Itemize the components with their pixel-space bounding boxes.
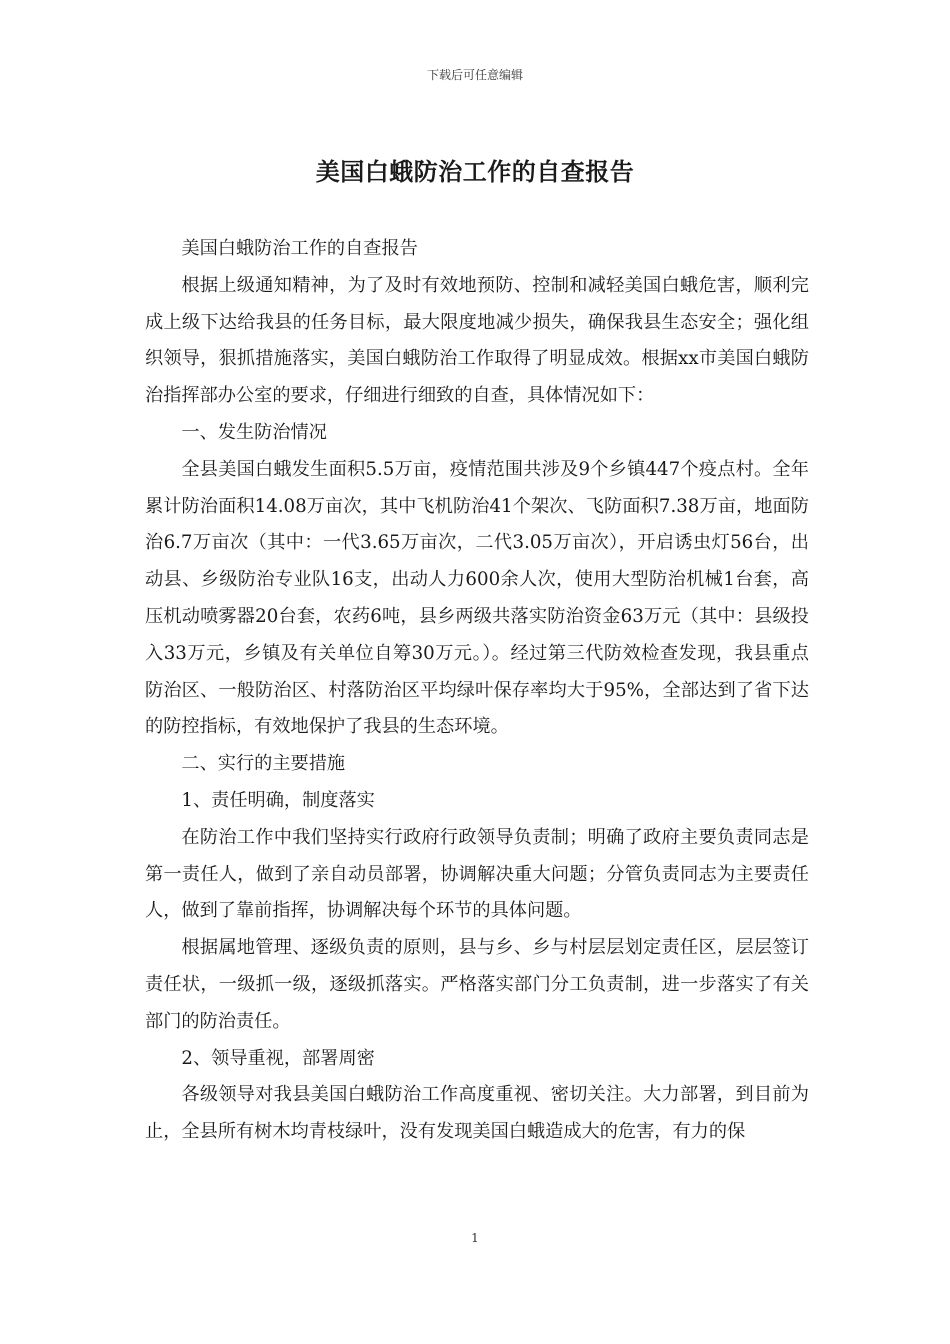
- subsection-heading: 2、领导重视，部署周密: [181, 1047, 375, 1069]
- document-title: 美国白蛾防治工作的自查报告: [315, 157, 635, 186]
- document-body: [145, 231, 809, 1151]
- section-heading: 一、发生防治情况: [181, 421, 327, 443]
- header-note: 下载后可任意编辑: [426, 68, 523, 82]
- page-number: 1: [471, 1231, 479, 1245]
- paragraph: 全县美国白蛾发生面积5.5万亩，疫情范围共涉及9个乡镇447个疫点村。全年累计防治面积14.08万亩次，其中飞机防治41个架次、飞防面积7.38万亩，地面防治6.7万亩次（其中：一代3.65万亩次，二代3.05万亩次），开启诱虫灯56台，出动县、乡级防治专业队16支，出动人力600余人次，使用大型防治机械1台套，高压机动喷雾器20台套，农药6吨，县乡两级共落实防治资金63万元（其中：县级投入33万元，乡镇及有关单位自筹30万元。）。经过第三代防效检查发现，我县重点防治区、一般防治区、村落防治区平均绿叶保存率均大于95%，全部达到了省下达的防控指标，有效地保护了我县的生态环境。: [145, 458, 809, 738]
- paragraph-intro: 根据上级通知精神，为了及时有效地预防、控制和减轻美国白蛾危害，顺利完成上级下达给我县的任务目标，最大限度地减少损失，确保我县生态安全；强化组织领导，狠抓措施落实，美国白蛾防治工作取得了明显成效。根据xx市美国白蛾防治指挥部办公室的要求，仔细进行细致的自查，具体情况如下：: [145, 274, 809, 407]
- section-heading: 二、实行的主要措施: [181, 753, 346, 775]
- subsection-heading: 1、责任明确，制度落实: [181, 789, 375, 811]
- paragraph: 根据属地管理、逐级负责的原则，县与乡、乡与村层层划定责任区，层层签订责任状，一级抓一级，逐级抓落实。严格落实部门分工负责制，进一步落实了有关部门的防治责任。: [145, 937, 809, 1032]
- paragraph: 在防治工作中我们坚持实行政府行政领导负责制；明确了政府主要负责同志是第一责任人，做到了亲自动员部署，协调解决重大问题；分管负责同志为主要责任人，做到了靠前指挥，协调解决每个环节的具体问题。: [145, 826, 809, 922]
- paragraph-subtitle: 美国白蛾防治工作的自查报告: [181, 238, 418, 259]
- paragraph: 各级领导对我县美国白蛾防治工作高度重视、密切关注。大力部署，到目前为止，全县所有树木均青枝绿叶，没有发现美国白蛾造成大的危害，有力的保: [145, 1084, 809, 1143]
